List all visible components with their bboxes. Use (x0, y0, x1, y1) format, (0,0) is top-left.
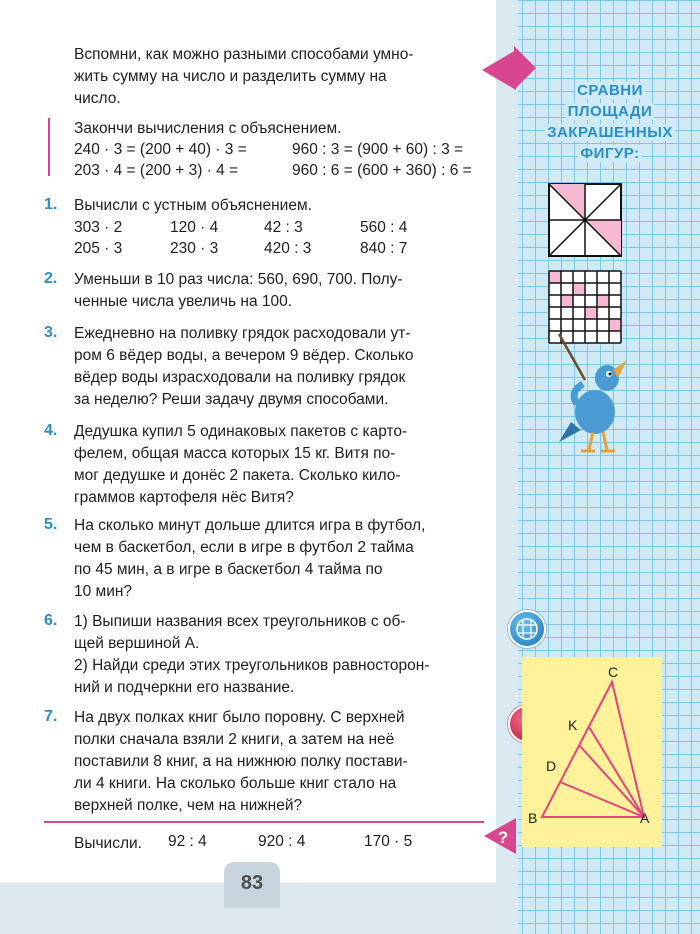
task-number: 6. (44, 612, 58, 629)
task-line: Дедушка купил 5 одинаковых пакетов с карто- (74, 423, 408, 440)
task-line: полки сначала взяли 2 книги, а затем на неё (74, 731, 395, 748)
task-line: ченные числа увеличь на 100. (74, 293, 293, 310)
grid-expr: 120 · 4 (170, 219, 219, 236)
expr: 960 : 6 = (600 + 360) : 6 = (292, 162, 472, 179)
task-line: Уменьши в 10 раз числа: 560, 690, 700. Полу- (74, 271, 403, 288)
page-edge-strip (496, 0, 518, 934)
compute-expr: 170 · 5 (364, 833, 413, 850)
compare-figure-square (548, 183, 622, 257)
grid-expr: 205 · 3 (74, 240, 123, 257)
task-line: ром 6 вёдер воды, а вечером 9 вёдер. Сколько (74, 347, 414, 364)
globe-grid-icon (510, 612, 544, 646)
triangle-figure (522, 657, 662, 847)
task-line: фелем, общая масса которых 15 кг. Витя по- (74, 445, 396, 462)
task-line: 10 мин? (74, 583, 133, 600)
task-line: На сколько минут дольше длится игра в футбол, (74, 517, 426, 534)
grid-expr: 420 : 3 (264, 240, 312, 257)
vertex-label-d: D (546, 758, 557, 774)
grid-expr: 560 : 4 (360, 219, 408, 236)
task-number: 4. (44, 422, 58, 439)
task-line: по 45 мин, а в игре в баскетбол 4 тайма по (74, 561, 383, 578)
side-title-line-3: ЗАКРАШЕННЫХ (547, 124, 673, 141)
task-line: 1) Выпиши названия всех треугольников с об- (74, 613, 406, 630)
question-mark: ? (497, 828, 509, 847)
task-line: верхней полке, чем на нижней? (74, 797, 303, 814)
question-tab-icon (484, 818, 516, 854)
task-line: граммов картофеля нёс Витя? (74, 489, 294, 506)
vertex-label-b: B (528, 810, 538, 826)
side-title-line-4: ФИГУР: (580, 145, 640, 162)
task-line: чем в баскетбол, если в игре в футбол 2 тайма (74, 539, 414, 556)
expr: 960 : 3 = (900 + 60) : 3 = (292, 141, 464, 158)
task-line: Вычисли с устным объяснением. (74, 197, 312, 214)
compute-expr: 920 : 4 (258, 833, 306, 850)
task-line: ний и подчеркни его название. (74, 679, 295, 696)
divider-line (44, 821, 484, 823)
expr: 240 · 3 = (200 + 40) · 3 = (74, 141, 247, 158)
globe-icon (508, 610, 546, 648)
vertex-label-c: C (608, 664, 619, 680)
expr: 203 · 4 = (200 + 3) · 4 = (74, 162, 239, 179)
task-line: 2) Найди среди этих треугольников равносторон- (74, 657, 430, 674)
finish-heading: Закончи вычисления с объяснением. (74, 120, 342, 137)
page-number: 83 (240, 872, 264, 894)
task-number: 2. (44, 270, 58, 287)
task-number: 5. (44, 516, 58, 533)
task-number: 7. (44, 708, 58, 725)
side-title-line-2: ПЛОЩАДИ (567, 103, 653, 120)
bird-pointer-illustration (555, 330, 630, 458)
task-line: Ежедневно на поливку грядок расходовали ут- (74, 325, 411, 342)
intro-line-2: жить сумму на число и разделить сумму на (74, 68, 387, 85)
pointer-triangle-icon (482, 50, 516, 90)
grid-expr: 42 : 3 (264, 219, 303, 236)
grid-expr: 230 · 3 (170, 240, 219, 257)
compute-label: Вычисли. (74, 835, 142, 852)
intro-line-1: Вспомни, как можно разными способами умно- (74, 46, 414, 63)
compute-expr: 92 : 4 (168, 833, 207, 850)
grid-expr: 303 · 2 (74, 219, 123, 236)
intro-line-3: число. (74, 90, 121, 107)
side-title-line-1: СРАВНИ (577, 82, 643, 99)
task-number: 1. (44, 196, 58, 213)
margin-marker (48, 118, 50, 176)
task-line: ли 4 книги. На сколько больше книг стало на (74, 775, 397, 792)
vertex-label-a: A (640, 810, 650, 826)
task-number: 3. (44, 324, 58, 341)
grid-expr: 840 : 7 (360, 240, 408, 257)
vertex-label-k: K (568, 717, 578, 733)
task-line: поставили 8 книг, а на нижнюю полку постави- (74, 753, 408, 770)
task-line: за неделю? Реши задачу двумя способами. (74, 391, 389, 408)
task-line: щей вершиной A. (74, 635, 200, 652)
task-line: вёдер воды израсходовали на поливку грядок (74, 369, 406, 386)
task-line: На двух полках книг было поровну. С верхней (74, 709, 405, 726)
task-line: мог дедушке и донёс 2 пакета. Сколько кило- (74, 467, 401, 484)
